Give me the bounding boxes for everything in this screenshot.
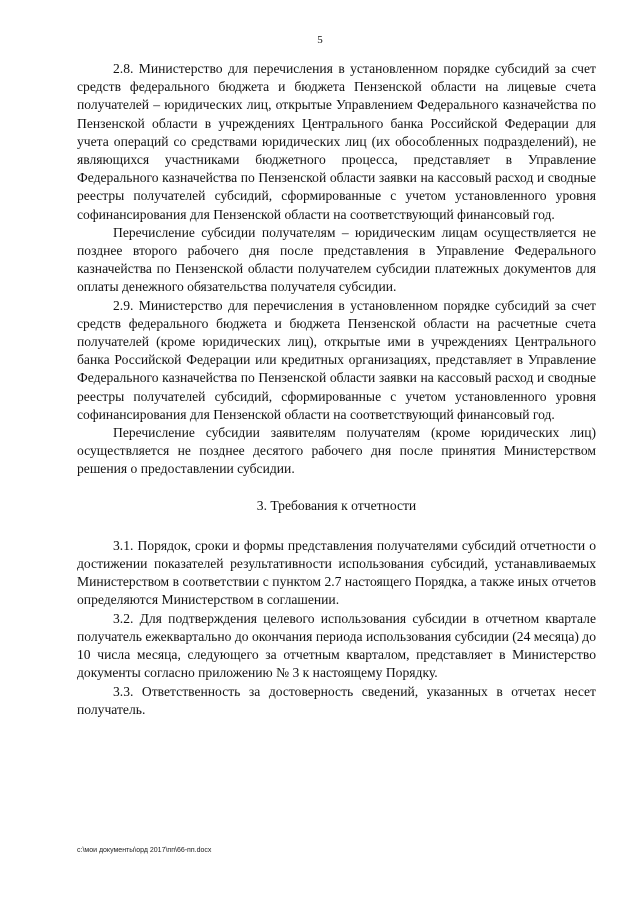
paragraph-2-9: 2.9. Министерство для перечисления в установленном порядке субсидий за счет средств федерального бюджета и бюджета Пензенской области на расчетные счета получателей (кроме юридических лиц), открытые ими в учреждениях Центрального банка Российской Федерации или кредитных организациях, представляет в Управление Федерального казначейства по Пензенской области заявки на кассовый расход и сводные реестры получателей субсидий, сформированные с учетом установленного уровня софинансирования для Пензенской области на соответствующий финансовый год. <box>77 297 596 422</box>
paragraph-2-8-transfer: Перечисление субсидии получателям – юридическим лицам осуществляется не позднее второго рабочего дня после представления в Управление Федерального казначейства по Пензенской области получателем субсидии платежных документов для оплаты денежного обязательства получателя субсидии. <box>77 224 596 295</box>
paragraph-2-9-transfer: Перечисление субсидии заявителям получателям (кроме юридических лиц) осуществляется не позднее десятого рабочего дня после принятия Министерством решения о предоставлении субсидии. <box>77 425 596 477</box>
paragraph-3-1: 3.1. Порядок, сроки и формы представления получателями субсидий отчетности о достижении показателей результативности использования субсидий, устанавливаемых Министерством в соответствии с пунктом 2.7 настоящего Порядка, а также иных отчетов определяются Министерством в соглашении. <box>77 537 596 608</box>
paragraph-3-3: 3.3. Ответственность за достоверность сведений, указанных в отчетах несет получатель. <box>77 683 596 717</box>
document-body <box>77 60 596 719</box>
page-number: 5 <box>317 34 323 46</box>
paragraph-2-8: 2.8. Министерство для перечисления в установленном порядке субсидий за счет средств федерального бюджета и бюджета Пензенской области на лицевые счета получателей – юридических лиц, открытые Управлением Федерального казначейства по Пензенской области в учреждениях Центрального банка Российской Федерации для учета операций со средствами юридических лиц (их обособленных подразделений), не являющихся участниками бюджетного процесса, представляет в Управление Федерального казначейства по Пензенской области заявки на кассовый расход и сводные реестры получателей субсидий, сформированные с учетом установленного уровня софинансирования для Пензенской области на соответствующий финансовый год. <box>77 61 596 222</box>
section-3-heading: 3. Требования к отчетности <box>256 497 417 513</box>
paragraph-3-2: 3.2. Для подтверждения целевого использования субсидии в отчетном квартале получатель ежеквартально до окончания периода использования субсидии (24 месяца) до 10 числа месяца, следующего за отчетным кварталом, представляет в Министерство документы согласно приложению № 3 к настоящему Порядку. <box>77 610 596 681</box>
footer-file-path: c:\мои документы\орд 2017\пп\66-пп.docx <box>77 847 212 854</box>
